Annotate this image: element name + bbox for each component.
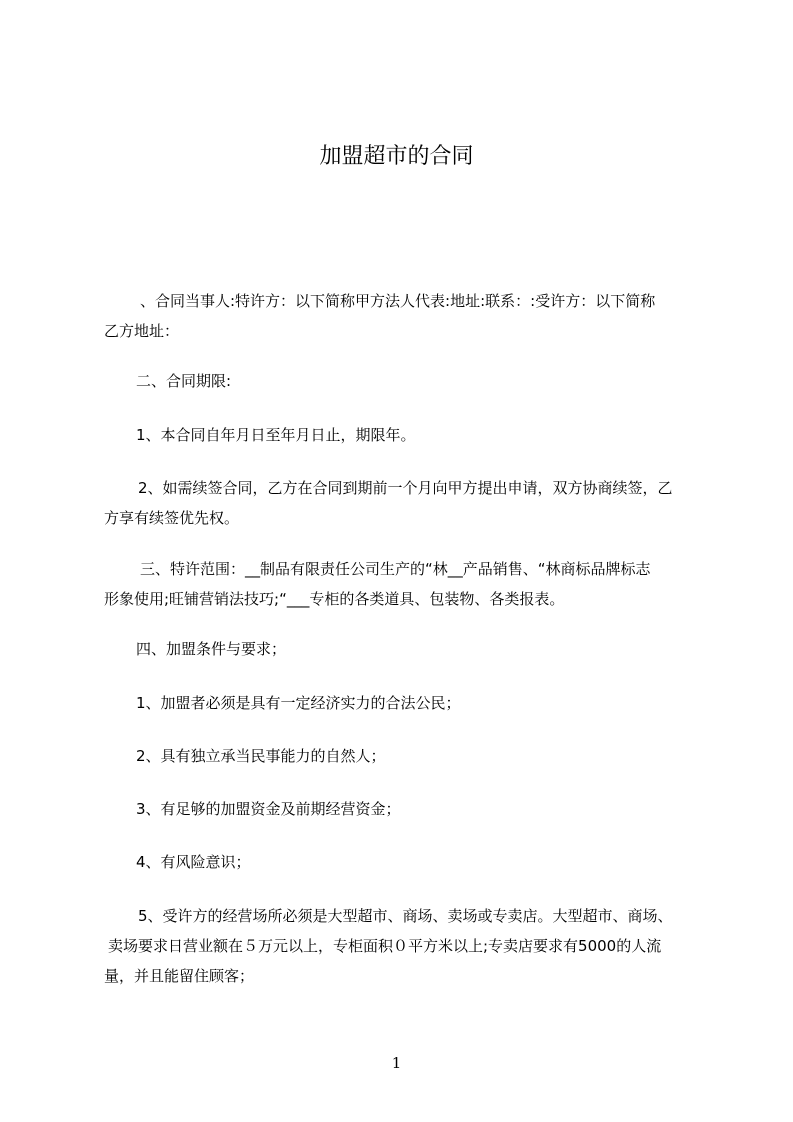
paragraph-line: 卖场要求日营业额在５万元以上，专柜面积０平方米以上;专卖店要求有5000的人流 xyxy=(108,937,662,955)
paragraph-line: 量，并且能留住顾客； xyxy=(104,967,255,985)
paragraph-line: 3、有足够的加盟资金及前期经营资金； xyxy=(136,800,401,818)
paragraph-condition-1 xyxy=(136,688,736,718)
paragraph-parties xyxy=(104,286,704,346)
paragraph-condition-4 xyxy=(136,847,736,877)
paragraph-line: 2、如需续签合同，乙方在合同到期前一个月向甲方提出申请，双方协商续签，乙 xyxy=(138,479,673,497)
paragraph-line: 四、加盟条件与要求； xyxy=(136,640,287,658)
paragraph-line: 1、本合同自年月日至年月日止，期限年。 xyxy=(136,426,416,444)
document-title: 加盟超市的合同 xyxy=(319,144,474,169)
paragraph-term-heading xyxy=(136,366,736,396)
paragraph-term-1 xyxy=(136,420,736,450)
paragraph-condition-3 xyxy=(136,794,736,824)
page-number: 1 xyxy=(391,1054,402,1072)
paragraph-line: 三、特许范围：__制品有限责任公司生产的“林__产品销售、“林商标品牌标志 xyxy=(140,560,651,578)
paragraph-conditions-heading xyxy=(136,634,736,664)
paragraph-line: 、合同当事人:特许方：以下简称甲方法人代表:地址:联系：:受许方：以下简称 xyxy=(140,292,656,310)
paragraph-line: 方享有续签优先权。 xyxy=(104,509,240,527)
paragraph-scope xyxy=(104,554,704,614)
paragraph-line: 4、有风险意识； xyxy=(136,853,251,871)
paragraph-line: 5、受许方的经营场所必须是大型超市、商场、卖场或专卖店。大型超市、商场、 xyxy=(138,907,673,925)
paragraph-line: 2、具有独立承当民事能力的自然人； xyxy=(136,747,386,765)
paragraph-line: 二、合同期限: xyxy=(136,372,232,390)
paragraph-line: 乙方地址： xyxy=(104,322,180,340)
paragraph-condition-2 xyxy=(136,741,736,771)
paragraph-line: 形象使用;旺铺营销法技巧;“___专柜的各类道具、包装物、各类报表。 xyxy=(104,590,565,608)
paragraph-condition-5 xyxy=(104,901,704,991)
paragraph-term-2 xyxy=(104,473,704,533)
paragraph-line: 1、加盟者必须是具有一定经济实力的合法公民； xyxy=(136,694,461,712)
